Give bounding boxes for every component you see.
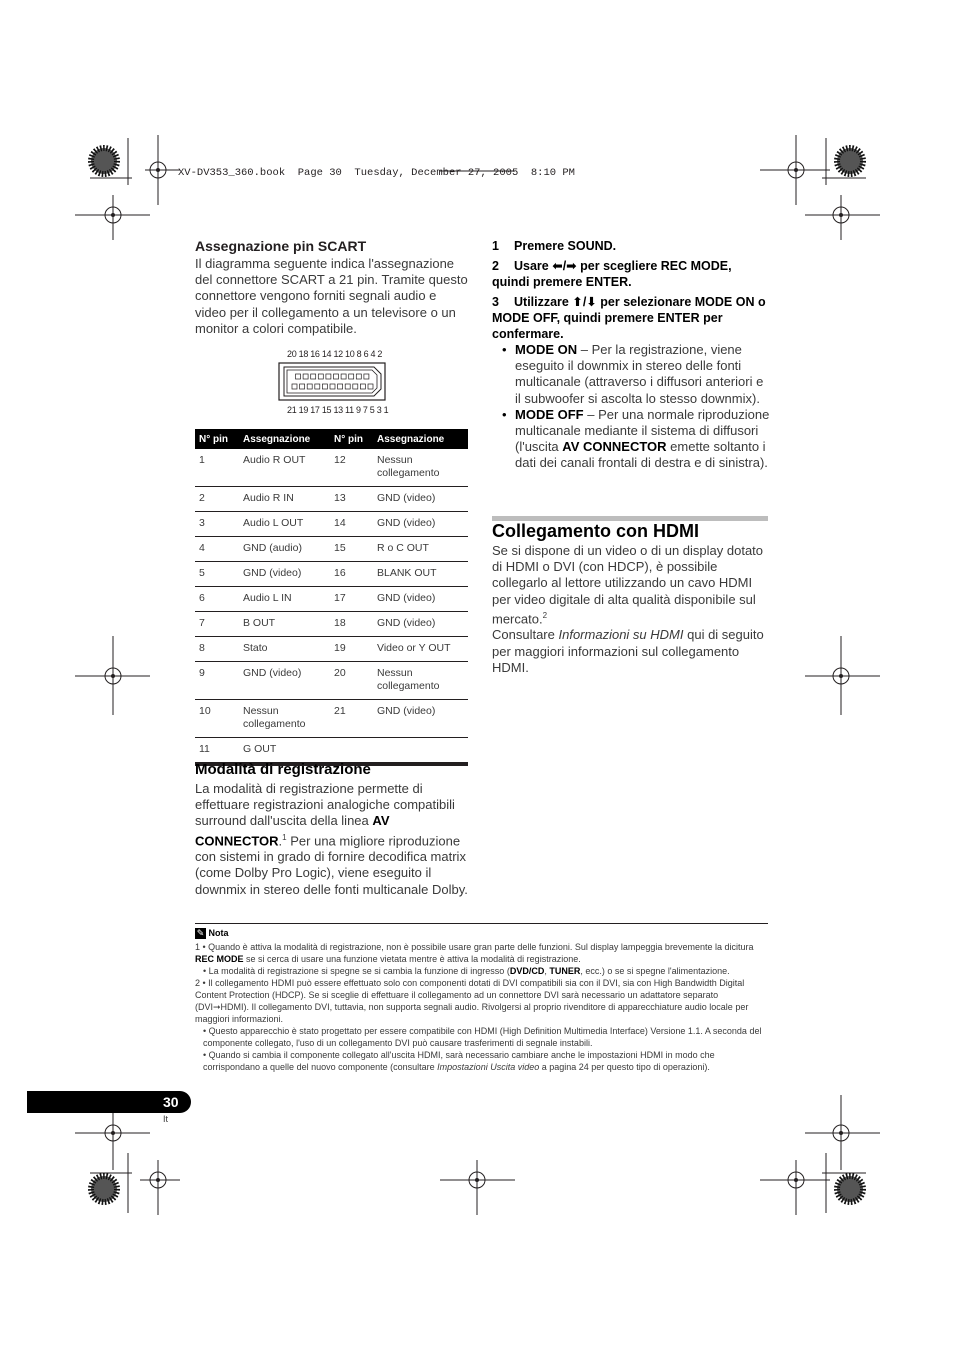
table-cell: 14 (330, 512, 373, 537)
note-bold: DVD/CD (509, 966, 545, 977)
left-right-arrow-icon: ⬅/➡ (552, 259, 577, 273)
av-connector-label: AV CONNECTOR (195, 813, 390, 848)
table-row (195, 637, 468, 662)
table-cell: Audio L OUT (239, 512, 330, 537)
table-cell: 18 (330, 612, 373, 637)
note-text: • Quando si cambia il componente collegato all'uscita HDMI, sarà necessario cambiare anche le impostazioni HDMI in modo che corrispondano a quelle del nuovo componente (consultare (203, 1050, 715, 1073)
scart-pin-slot (303, 374, 308, 379)
print-header: XV-DV353_360.book Page 30 Tuesday, December 27, 2005 8:10 PM (178, 167, 575, 179)
table-cell: GND (video) (373, 612, 468, 637)
notes-section (195, 923, 768, 1073)
table-cell: GND (video) (373, 487, 468, 512)
notes-title: Nota (208, 928, 229, 938)
scart-pin-slot (311, 374, 316, 379)
mode-on-label: MODE ON (515, 342, 578, 357)
table-cell: Video or Y OUT (373, 637, 468, 662)
table-header-row (195, 429, 468, 449)
rec-mode-body-2: Per una migliore riproduzione con sistemi in grado di fornire decodifica matrix (come Dolby Pro Logic), viene eseguito il downmix in stereo delle fonti multicanale Dolby. (195, 832, 468, 897)
step-number: 3 (492, 295, 499, 309)
table-cell: 5 (195, 562, 239, 587)
table-cell: 8 (195, 637, 239, 662)
note-text: • La modalità di registrazione si spegne se si cambia la funzione di ingresso ( (203, 966, 510, 977)
scart-pin-slot (307, 384, 312, 389)
scart-pin-slot (338, 384, 343, 389)
scart-pin-slot (292, 384, 297, 389)
mode-off-text: – Per una normale riproduzione multicanale mediante il sistema di diffusori (l'uscita (515, 406, 770, 455)
table-cell: Nessun collegamento (373, 662, 468, 700)
table-row (195, 587, 468, 612)
table-cell: GND (video) (373, 512, 468, 537)
note-bold: TUNER (549, 966, 581, 977)
hdmi-body (492, 543, 768, 676)
step-text: per scegliere REC MODE, quindi premere ENTER. (492, 259, 732, 289)
hdmi-body-2-post: qui di seguito per maggiori informazioni sul collegamento HDMI. (492, 627, 764, 675)
scart-heading: Assegnazione pin SCART (195, 238, 367, 254)
scart-pin-slot (330, 384, 335, 389)
step-number: 2 (492, 259, 499, 273)
table-cell: GND (video) (239, 662, 330, 700)
hdmi-info-link[interactable]: Informazioni su HDMI (558, 627, 684, 643)
note-text: , (544, 966, 547, 977)
table-cell: Stato (239, 637, 330, 662)
scart-intro: Il diagramma seguente indica l'assegnazione del connettore SCART a 21 pin. Tramite questo connettore vengono forniti segnali audio e video per il collegamento a un televisore o un monitor a colori compatibile. (195, 256, 468, 336)
table-cell: 10 (195, 700, 239, 738)
scart-pin-slot (322, 384, 327, 389)
scart-pin-slot (356, 374, 361, 379)
scart-pins-top: 20 18 16 14 12 10 8 6 4 2 (287, 349, 383, 359)
step-text: Premere SOUND. (514, 239, 617, 253)
note-italic: Impostazioni Uscita video (437, 1062, 540, 1073)
scart-pin-slot (364, 374, 369, 379)
note-2a: 2 • Il collegamento HDMI può essere effettuato solo con componenti dotati di DVI compatibili sia con il DVI, sia con High Bandwidth Digital Content Protection (HDCP). Se si sceglie di effettuare il collegamento ad un connettore DVI sarà necessario un adattatore separato (DVI➞HDMI). Il collegamento DVI, tuttavia, non supporta segnali audio. Rivolgersi al proprio rivenditore di apparecchiature audio locale per maggiori informazioni. (195, 978, 749, 1025)
footnote-ref-2[interactable]: 2 (542, 610, 548, 620)
table-cell: G OUT (239, 738, 330, 765)
table-cell: 13 (330, 487, 373, 512)
table-row (195, 662, 468, 700)
table-cell: Audio L IN (239, 587, 330, 612)
table-cell: GND (video) (373, 587, 468, 612)
bullet-mode-on (492, 342, 770, 407)
scart-pin-slot (341, 374, 346, 379)
table-row (195, 562, 468, 587)
mode-on-text: – Per la registrazione, viene eseguito il downmix in stereo delle fonti multicanale (attraverso i diffusori anteriori e il subwoofer si ascolta lo stesso downmix). (515, 342, 764, 406)
table-cell: 20 (330, 662, 373, 700)
note-2b: • Questo apparecchio è stato progettato per essere compatibile con HDMI (High Definition Multimedia Interface) Versione 1.1. A seconda del componente collegato, l'uso di un collegamento DVI può causare trasferimenti di segnale instabili. (203, 1026, 762, 1049)
table-cell: 12 (330, 449, 373, 487)
table-cell: 15 (330, 537, 373, 562)
hdmi-body-1: Se si dispone di un video o di un display dotato di HDMI o DVI (con HDCP), è possibile collegarlo al lettore utilizzando un cavo HDMI per video digitale di alta qualità disponibile sul mercato. (492, 543, 764, 627)
page-number: 30 (163, 1094, 179, 1110)
step-number: 1 (492, 239, 499, 253)
note-2c (195, 1049, 768, 1073)
note-text: , ecc.) o se si spegne l'alimentazione. (580, 966, 730, 977)
table-cell: Audio R OUT (239, 449, 330, 487)
step-3 (492, 294, 770, 342)
table-header-cell: N° pin (330, 429, 373, 449)
scart-pin-slot (315, 384, 320, 389)
hdmi-body-2-pre: Consultare (492, 627, 555, 643)
table-row (195, 487, 468, 512)
note-1a (195, 941, 768, 965)
notes-title-row (195, 927, 768, 939)
up-down-arrow-icon: ⬆/⬇ (572, 295, 597, 309)
table-cell: 1 (195, 449, 239, 487)
table-row (195, 612, 468, 637)
note-text: 1 • Quando è attiva la modalità di registrazione, non è possibile usare gran parte delle funzioni. Sul display lampeggia brevemente la dicitura (195, 942, 754, 953)
step-2 (492, 258, 770, 290)
page-language: It (163, 1114, 169, 1124)
scart-section (195, 238, 468, 337)
scart-pin-slot (296, 374, 301, 379)
hdmi-section (492, 521, 768, 676)
note-text: a pagina 24 per questo tipo di operazioni). (541, 1062, 710, 1073)
table-cell: R o C OUT (373, 537, 468, 562)
table-cell: 17 (330, 587, 373, 612)
table-cell: GND (video) (373, 700, 468, 738)
steps-section (492, 238, 770, 472)
table-cell: 6 (195, 587, 239, 612)
scart-pin-slot (300, 384, 305, 389)
mode-off-label: MODE OFF (515, 406, 584, 422)
table-cell: 11 (195, 738, 239, 765)
step-text: Utilizzare (514, 295, 569, 309)
scart-pin-slot (360, 384, 365, 389)
step-text: Usare (514, 259, 549, 273)
scart-pin-slot (318, 374, 323, 379)
table-cell: 21 (330, 700, 373, 738)
scart-pin-slot (345, 384, 350, 389)
table-row (195, 700, 468, 738)
note-bold: REC MODE (195, 954, 244, 965)
note-1b (195, 965, 768, 977)
av-connector-label: AV CONNECTOR (562, 439, 667, 455)
table-cell: BLANK OUT (373, 562, 468, 587)
scart-connector-diagram (278, 362, 388, 402)
pencil-note-icon: ✎ (196, 928, 205, 939)
table-cell: Nessun collegamento (373, 449, 468, 487)
table-header-cell: Assegnazione (373, 429, 468, 449)
step-text: per selezionare MODE ON o MODE OFF, quindi premere ENTER per confermare. (492, 295, 766, 341)
scart-pins-bottom: 21 19 17 15 13 11 9 7 5 3 1 (287, 405, 389, 415)
table-cell: GND (audio) (239, 537, 330, 562)
table-cell: 7 (195, 612, 239, 637)
table-row (195, 449, 468, 487)
scart-pin-slot (326, 374, 331, 379)
hdmi-heading: Collegamento con HDMI (492, 521, 700, 541)
scart-pin-slot (353, 384, 358, 389)
table-cell: 2 (195, 487, 239, 512)
rec-mode-section (195, 761, 468, 898)
rec-mode-body: La modalità di registrazione permette di effettuare registrazioni analogiche compatibili surround dall'uscita della linea AV CONNECTOR.$^1$ Per una migliore riproduzione con sistemi in grado di fornire decodifica matrix (come Dolby Pro Logic), viene eseguito il downmix in stereo delle fonti multicanale Dolby. (195, 781, 468, 897)
table-cell: GND (video) (239, 562, 330, 587)
note-text: se si cerca di usare una funzione vietata mentre è attiva la modalità di registrazione. (246, 954, 581, 965)
table-cell: 3 (195, 512, 239, 537)
table-cell: 4 (195, 537, 239, 562)
table-row (195, 537, 468, 562)
table-cell: 19 (330, 637, 373, 662)
mode-off-text: emette soltanto i dati dei canali frontali di destra e di sinistra). (515, 439, 768, 471)
rec-mode-body-1: La modalità di registrazione permette di effettuare registrazioni analogiche compatibili surround dall'uscita della linea (195, 781, 455, 829)
bullet-mode-off (492, 407, 770, 472)
scart-pin-slot (368, 384, 373, 389)
table-cell: Nessun collegamento (239, 700, 330, 738)
table-row (195, 512, 468, 537)
table-cell: 16 (330, 562, 373, 587)
table-cell: B OUT (239, 612, 330, 637)
table-cell: 9 (195, 662, 239, 700)
step-1 (492, 238, 770, 254)
rec-mode-heading: Modalità di registrazione (195, 761, 371, 778)
footnote-ref-1[interactable]: 1 (282, 832, 287, 842)
table-cell: Audio R IN (239, 487, 330, 512)
table-header-cell: N° pin (195, 429, 239, 449)
scart-pin-slot (349, 374, 354, 379)
scart-pin-table (195, 429, 468, 766)
scart-pin-slot (334, 374, 339, 379)
table-header-cell: Assegnazione (239, 429, 330, 449)
